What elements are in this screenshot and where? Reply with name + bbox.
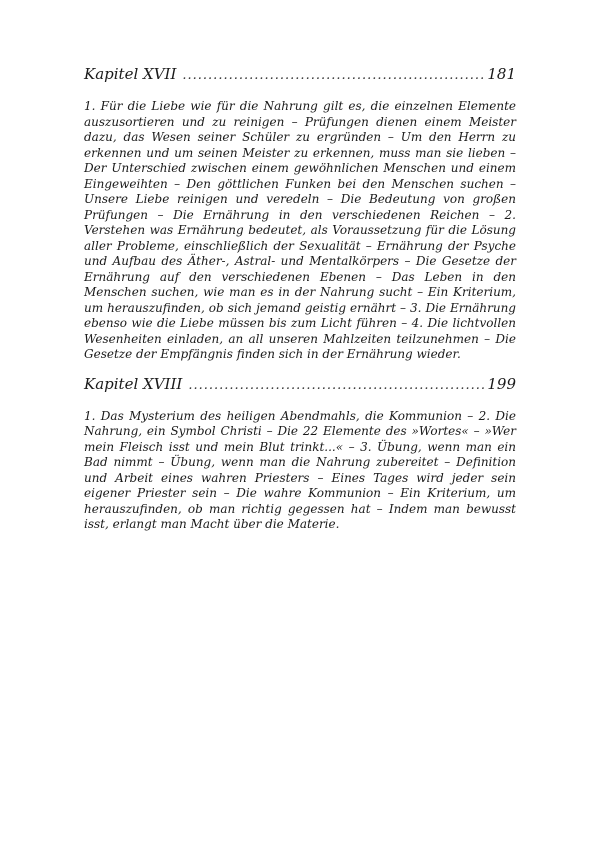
table-of-contents-page — [84, 64, 516, 533]
dot-leader — [182, 66, 485, 86]
chapter-title: Kapitel XVIII — [84, 374, 183, 393]
toc-entry-kapitel-xviii[interactable] — [84, 374, 516, 396]
chapter-summary: 1. Für die Liebe wie für die Nahrung gilt es, die einzelnen Elemente auszusortieren und zu reinigen – Prüfungen dienen einem Meister dazu, das Wesen seiner Schüler zu ergründen – Um den Herrn zu erkennen und um seinen Meister zu erkennen, muss man sie lieben – Der Unterschied zwischen einem gewöhnlichen Menschen und einem Eingeweihten – Den göttlichen Funken bei den Menschen suchen – Unsere Liebe reinigen und veredeln – Die Bedeutung von großen Prüfungen – Die Ernährung in den verschiedenen Reichen – 2. Verstehen was Ernährung bedeutet, als Voraussetzung für die Lösung aller Probleme, einschließlich der Sexualität – Ernährung der Psyche und Aufbau des Äther-, Astral- und Mentalkörpers – Die Gesetze der Ernährung auf den verschiedenen Ebenen – Das Leben in den Menschen suchen, wie man es in der Nahrung sucht – Ein Kriterium, um herauszufinden, ob sich jemand geistig ernährt – 3. Die Ernährung ebenso wie die Liebe müssen bis zum Licht führen – 4. Die lichtvollen Wesenheiten einladen, an all unseren Mahlzeiten teilzunehmen – Die Gesetze der Empfängnis finden sich in der Ernährung wieder. — [84, 99, 516, 361]
chapter-title: Kapitel XVII — [84, 65, 177, 83]
chapter-summary: 1. Das Mysterium des heiligen Abendmahls, die Kommunion – 2. Die Nahrung, ein Symbol Christi – Die 22 Elemente des »Wortes« – »Wer mein Fleisch isst und mein Blut trinkt...« – 3. Übung, wenn man ein Bad nimmt – Übung, wenn man die Nahrung zubereitet – Definition und Arbeit eines wahren Priesters – Eines Tages wird jeder sein eigener Priester sein – Die wahre Kommunion – Ein Kriterium, um herauszufinden, ob man richtig gegessen hat – Indem man bewusst isst, erlangt man Macht über die Materie. — [84, 408, 516, 531]
dot-leader — [188, 376, 485, 396]
page-number: 199 — [487, 374, 516, 393]
toc-entry-kapitel-xvii[interactable] — [84, 64, 516, 86]
page-number: 181 — [487, 65, 516, 83]
